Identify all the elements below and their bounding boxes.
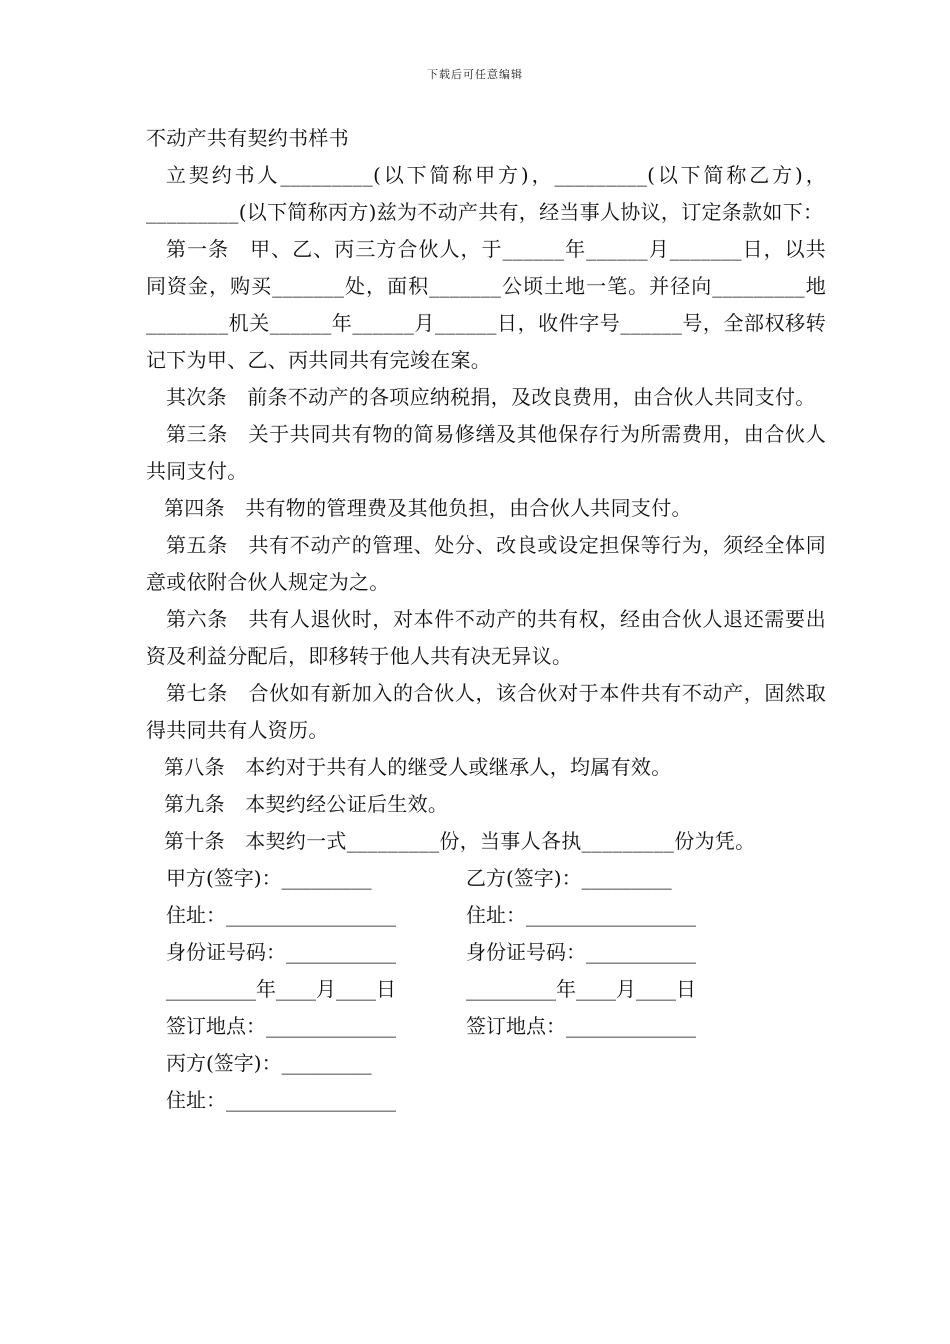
paragraph-article-2: 其次条 前条不动产的各项应纳税捐，及改良费用，由合伙人共同支付。	[166, 385, 816, 409]
page-header: 下载后可任意编辑	[427, 68, 523, 81]
party-c-sign: 丙方(签字)：_________	[166, 1051, 372, 1075]
paragraph-article-1: 第一条 甲、乙、丙三方合伙人，于______年______月_______日，以共同资金，购买_______处，面积_______公顷土地一笔。并径向_________地________机关______年______月______日，收件字号______号，全部权移转记下为甲、乙、丙共同共有完竣在案。	[146, 237, 826, 372]
signature-row-id	[146, 934, 826, 971]
party-a-date: _________年____月____日	[166, 977, 396, 1001]
paragraph-article-5: 第五条 共有不动产的管理、处分、改良或设定担保等行为，须经全体同意或依附合伙人规定为之。	[146, 533, 826, 594]
paragraph-article-10: 第十条 本契约一式_________份，当事人各执_________份为凭。	[164, 829, 756, 853]
paragraph-article-3: 第三条 关于共同共有物的简易修缮及其他保存行为所需费用，由合伙人共同支付。	[146, 422, 826, 483]
paragraph-article-4: 第四条 共有物的管理费及其他负担，由合伙人共同支付。	[164, 496, 692, 520]
party-a-id: 身份证号码：___________	[166, 940, 396, 964]
party-a-place: 签订地点：_____________	[166, 1014, 396, 1038]
paragraph-article-9: 第九条 本契约经公证后生效。	[164, 792, 449, 816]
party-b-id: 身份证号码：___________	[466, 940, 696, 964]
party-b-place: 签订地点：_____________	[466, 1014, 696, 1038]
paragraph-preamble: 立契约书人_________(以下简称甲方)，_________(以下简称乙方)，_________(以下简称丙方)兹为不动产共有，经当事人协议，订定条款如下：	[146, 163, 826, 224]
document-body	[146, 120, 826, 1119]
party-b-date: _________年____月____日	[466, 977, 696, 1001]
party-b-sign: 乙方(签字)：_________	[466, 866, 672, 890]
party-a-address: 住址：_________________	[166, 903, 396, 927]
paragraph-article-7: 第七条 合伙如有新加入的合伙人，该合伙对于本件共有不动产，固然取得共同共有人资历。	[146, 681, 826, 742]
paragraph-article-6: 第六条 共有人退伙时，对本件不动产的共有权，经由合伙人退还需要出资及利益分配后，即移转于他人共有决无异议。	[146, 607, 826, 668]
document-title: 不动产共有契约书样书	[146, 126, 349, 150]
signature-block	[146, 860, 826, 1119]
signature-row-date	[146, 971, 826, 1008]
signature-row-sign	[146, 860, 826, 897]
party-b-address: 住址：_________________	[466, 903, 696, 927]
party-a-sign: 甲方(签字)：_________	[166, 866, 372, 890]
signature-row-party-c-sign	[146, 1045, 826, 1082]
party-c-address: 住址：_________________	[166, 1088, 396, 1112]
paragraph-article-8: 第八条 本约对于共有人的继受人或继承人，均属有效。	[164, 755, 672, 779]
signature-row-address	[146, 897, 826, 934]
signature-row-party-c-address	[146, 1082, 826, 1119]
signature-row-place	[146, 1008, 826, 1045]
